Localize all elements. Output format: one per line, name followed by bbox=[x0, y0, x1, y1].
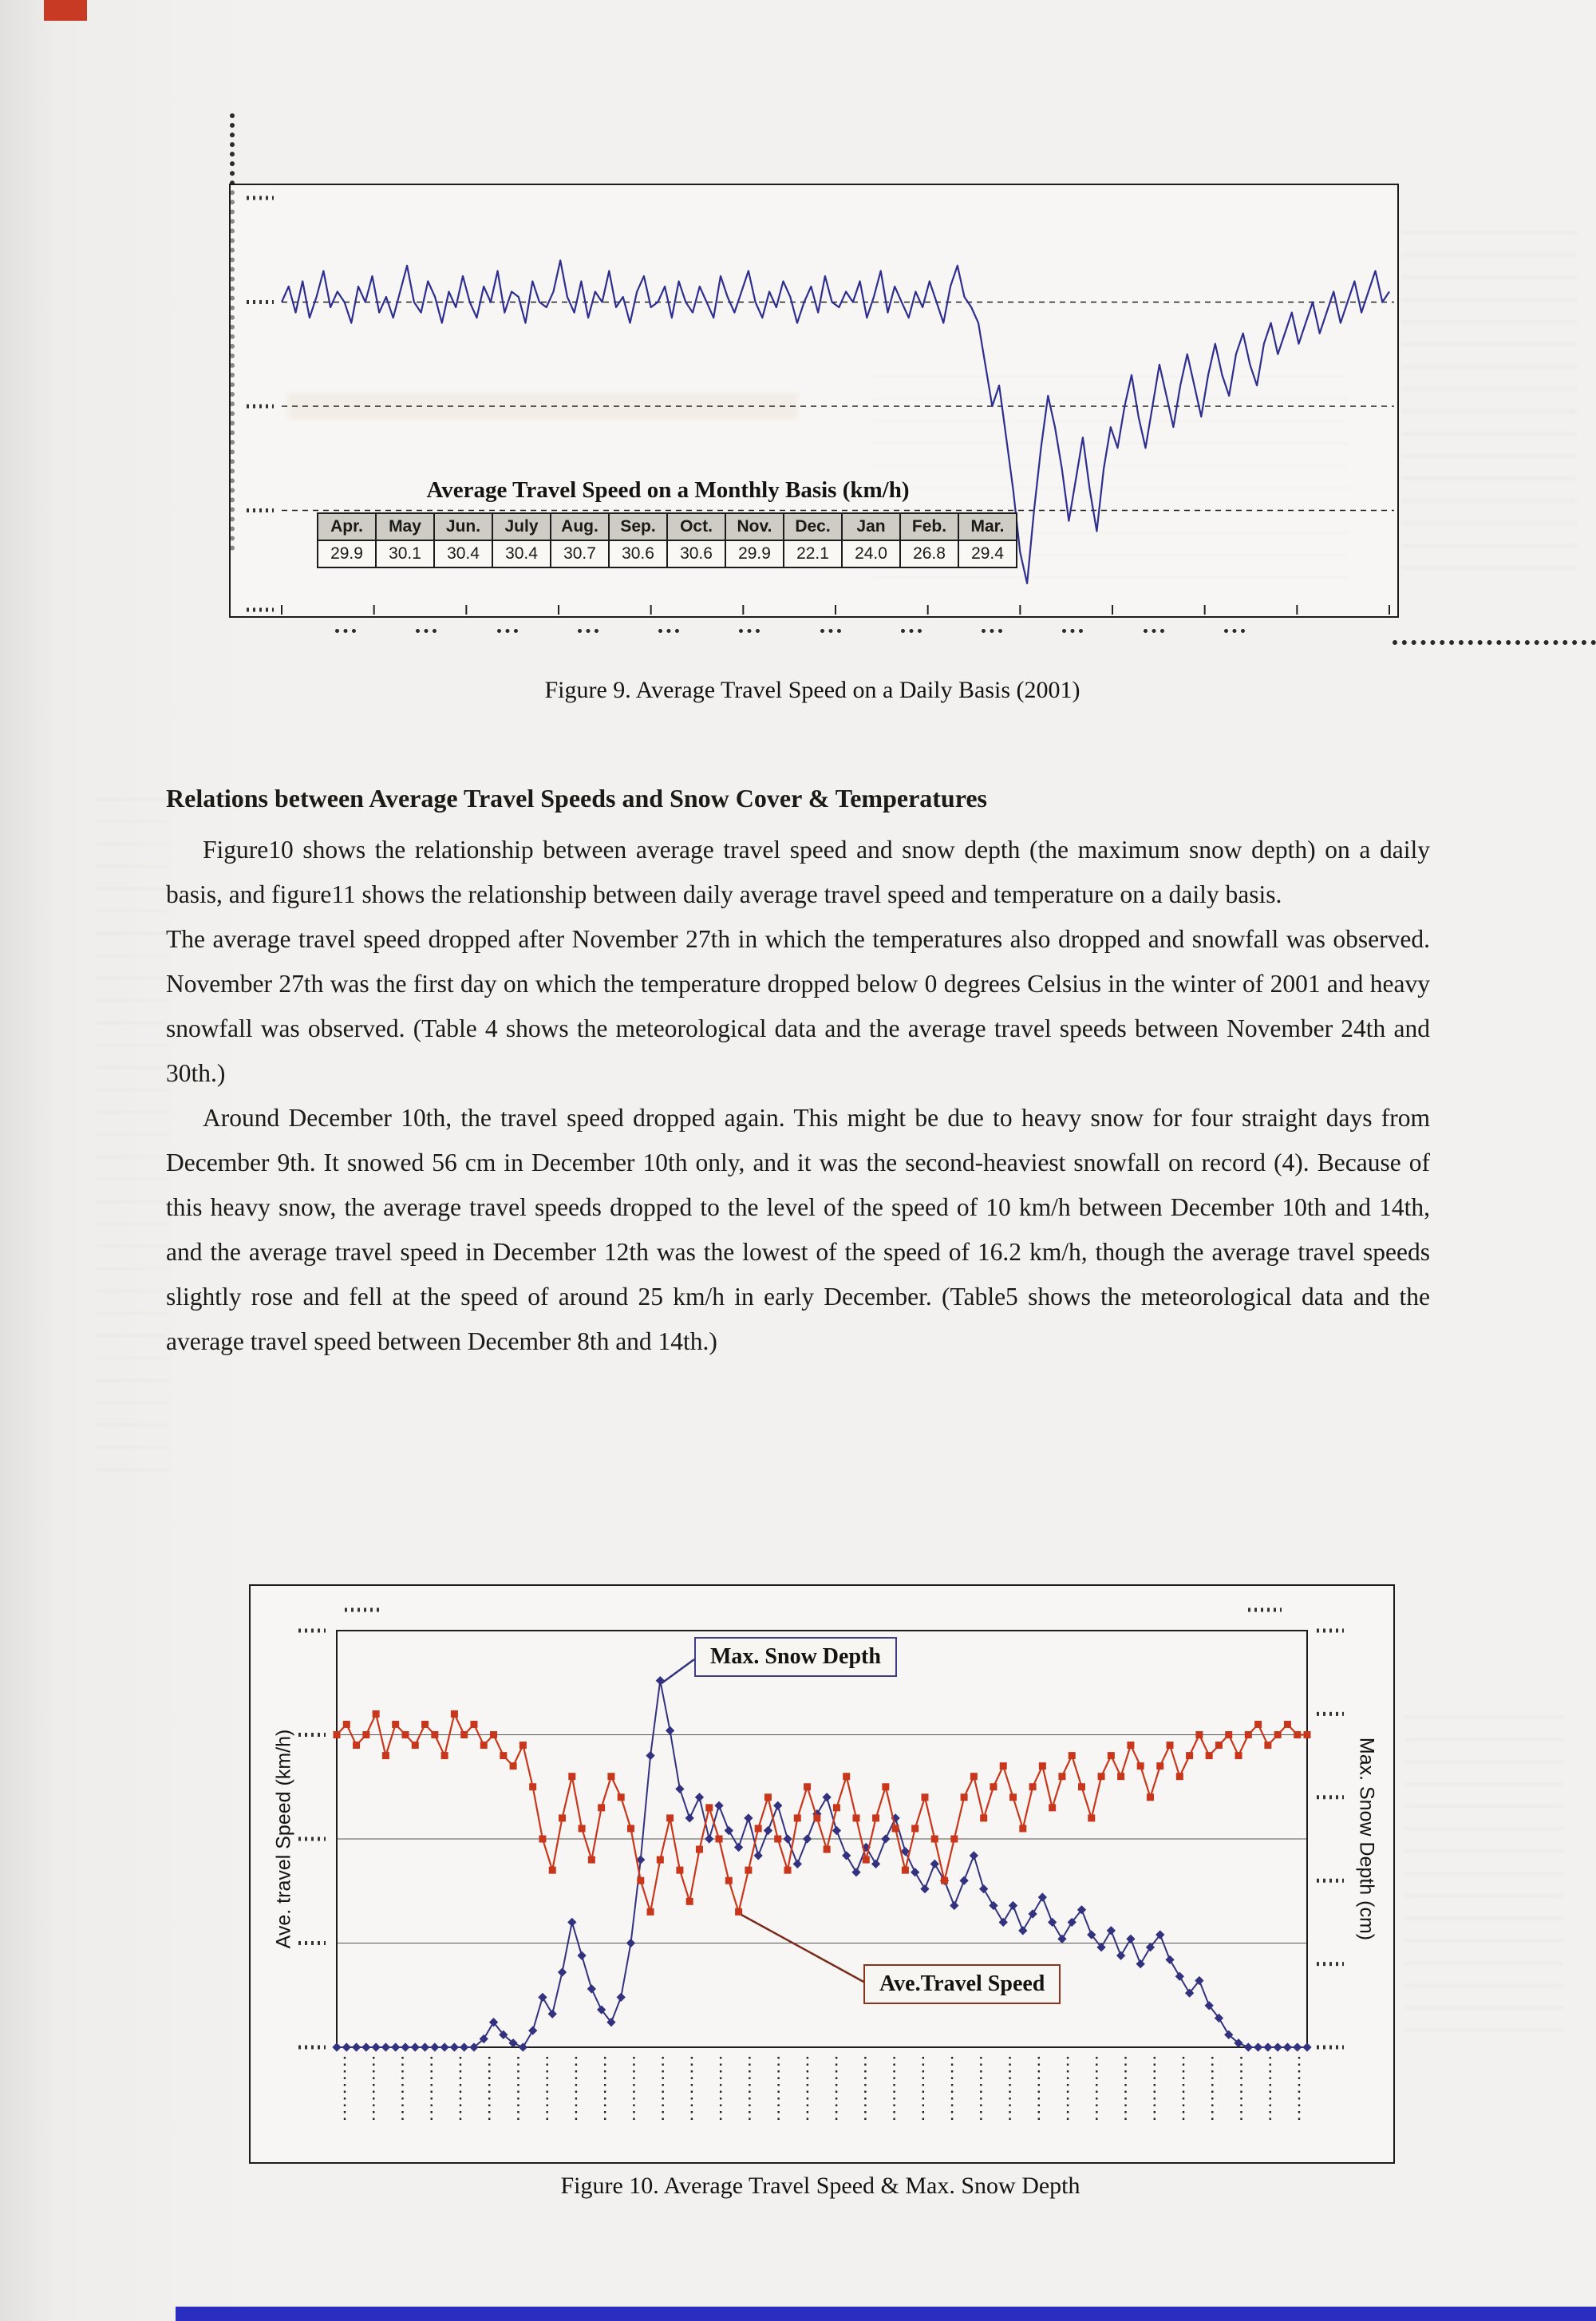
scan-artifact-dotted-horizontal-line bbox=[1393, 640, 1596, 645]
paragraph-1: Figure10 shows the relationship between average travel speed and snow depth (the maximum snow depth) on a daily basis, and figure11 shows the relationship between daily average travel speed and temperature on a daily basis. bbox=[166, 836, 1430, 908]
figure10-chart-frame bbox=[249, 1584, 1395, 2164]
body-text-section bbox=[166, 784, 1430, 1364]
month-header-cell: Aug. bbox=[551, 513, 609, 540]
month-header-cell: Apr. bbox=[318, 513, 376, 540]
snow-depth-legend-callout: Max. Snow Depth bbox=[694, 1637, 897, 1677]
month-header-cell: Nov. bbox=[725, 513, 784, 540]
monthly-average-speed-table bbox=[317, 512, 1017, 568]
figure9-inner-title: Average Travel Speed on a Monthly Basis (km/h) bbox=[426, 477, 910, 503]
paragraph-2: The average travel speed dropped after November 27th in which the temperatures also dropped and snowfall was observed. November 27th was the first day on which the temperature dropped below 0 degrees Celsius in the winter of 2001 and heavy snowfall was observed. (Table 4 shows the meteorological data and the average travel speeds between November 24th and 30th.) bbox=[166, 925, 1430, 1087]
speed-callout-leader bbox=[741, 1915, 865, 1983]
monthly-speed-value-cell: 26.8 bbox=[900, 540, 958, 567]
month-header-cell: Dec. bbox=[784, 513, 842, 540]
month-header-cell: July bbox=[492, 513, 551, 540]
bleedthrough-artifact bbox=[1401, 231, 1577, 583]
monthly-speed-value-cell: 30.4 bbox=[492, 540, 551, 567]
monthly-speed-value-cell: 29.4 bbox=[958, 540, 1017, 567]
figure9-xaxis-faded-month-labels bbox=[335, 629, 1245, 633]
monthly-speed-value-cell: 30.4 bbox=[434, 540, 492, 567]
scan-artifact-blue-strip bbox=[176, 2307, 1596, 2321]
month-header-cell: Jun. bbox=[434, 513, 492, 540]
section-heading: Relations between Average Travel Speeds and Snow Cover & Temperatures bbox=[166, 784, 987, 813]
month-header-cell: Oct. bbox=[667, 513, 725, 540]
monthly-speed-value-cell: 24.0 bbox=[842, 540, 900, 567]
month-header-cell: Feb. bbox=[900, 513, 958, 540]
month-header-cell: Sep. bbox=[609, 513, 667, 540]
travel-speed-legend-callout: Ave.Travel Speed bbox=[863, 1964, 1061, 2004]
snow-callout-leader bbox=[662, 1659, 694, 1683]
monthly-speed-value-cell: 30.7 bbox=[551, 540, 609, 567]
figure9-chart-frame bbox=[229, 184, 1399, 618]
bleedthrough-artifact bbox=[1404, 1716, 1564, 2035]
bleedthrough-artifact bbox=[96, 798, 168, 1485]
figure10-left-axis-label: Ave. travel Speed (km/h) bbox=[272, 1729, 295, 1949]
monthly-speed-value-cell: 29.9 bbox=[318, 540, 376, 567]
month-header-cell: May bbox=[376, 513, 434, 540]
travel-speed-series bbox=[334, 1710, 1311, 1916]
snow-depth-series bbox=[332, 1676, 1311, 2052]
monthly-speed-value-cell: 30.6 bbox=[609, 540, 667, 567]
figure9-caption: Figure 9. Average Travel Speed on a Daily Basis (2001) bbox=[544, 677, 1080, 703]
monthly-speed-value-cell: 22.1 bbox=[784, 540, 842, 567]
month-header-cell: Jan bbox=[842, 513, 900, 540]
paragraph-3: Around December 10th, the travel speed dropped again. This might be due to heavy snow for four straight days from December 9th. It snowed 56 cm in December 10th only, and it was the second-heaviest snowfall on record (4). Because of this heavy snow, the average travel speeds dropped to the level of the speed of 10 km/h between December 10th and 14th, and the average travel speed in December 12th was the lowest of the speed of 16.2 km/h, though the average travel speeds slightly rose and fell at the speed of around 25 km/h in early December. (Table5 shows the meteorological data and the average travel speed between December 8th and 14th.) bbox=[166, 1104, 1430, 1355]
figure10-caption: Figure 10. Average Travel Speed & Max. Snow Depth bbox=[560, 2173, 1080, 2199]
month-header-cell: Mar. bbox=[958, 513, 1017, 540]
monthly-speed-value-cell: 30.1 bbox=[376, 540, 434, 567]
monthly-speed-value-cell: 29.9 bbox=[725, 540, 784, 567]
figure10-right-axis-label: Max. Snow Depth (cm) bbox=[1355, 1737, 1378, 1941]
monthly-speed-value-cell: 30.6 bbox=[667, 540, 725, 567]
scan-artifact-red-mark bbox=[44, 0, 87, 21]
